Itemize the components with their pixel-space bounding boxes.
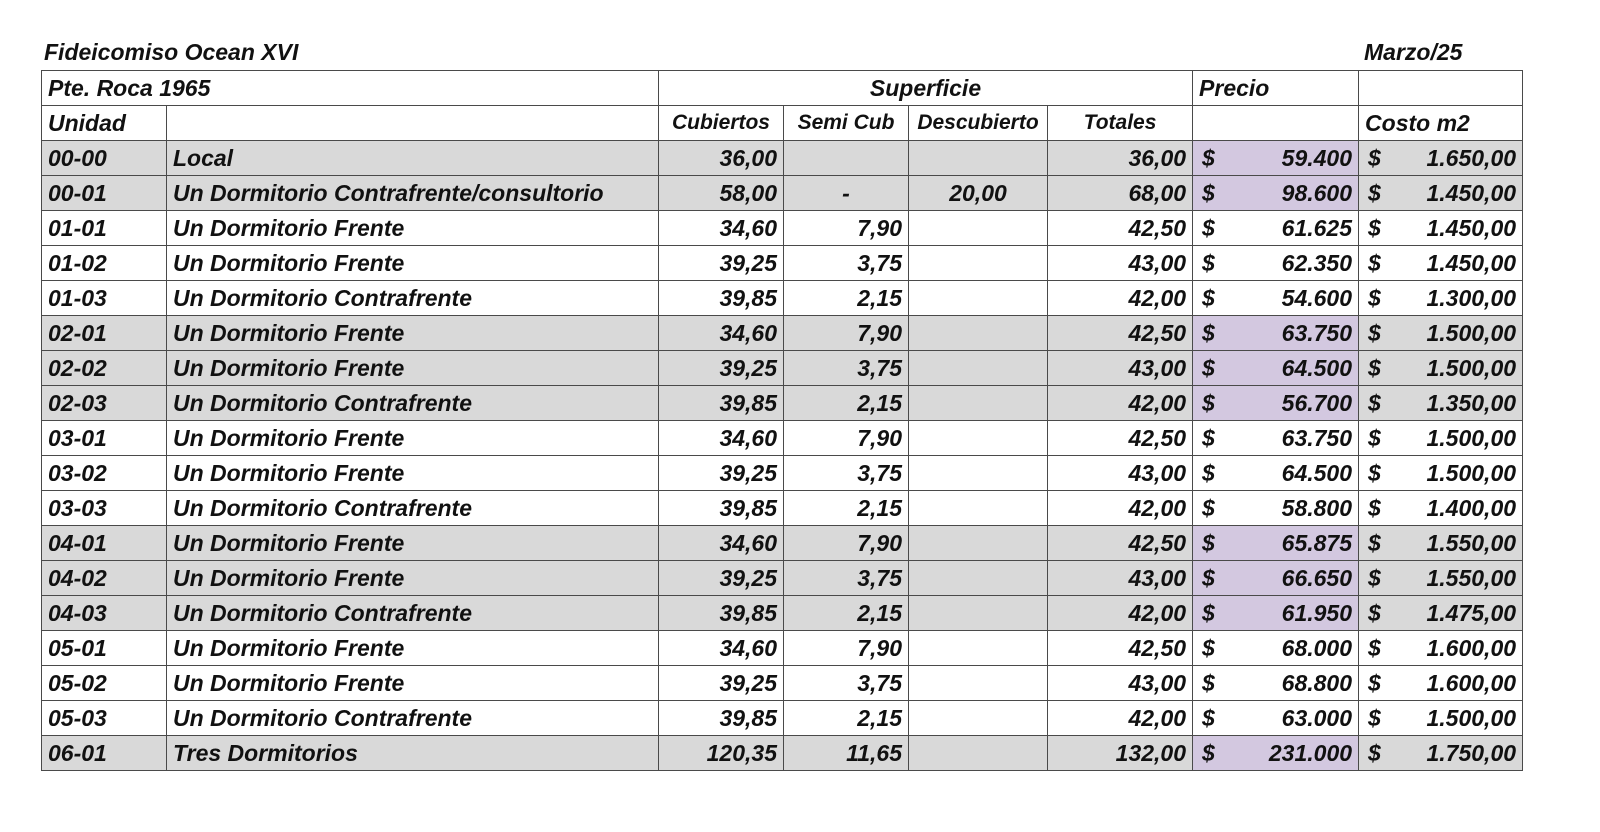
- descripcion-cell: Un Dormitorio Frente: [167, 666, 659, 701]
- precio-value: 231.000: [1268, 740, 1353, 766]
- costo-m2-value: 1.450,00: [1426, 215, 1517, 241]
- descubierto-cell: [909, 491, 1048, 526]
- semi-cub-cell: 3,75: [784, 666, 909, 701]
- totales-cell: 42,50: [1048, 316, 1193, 351]
- currency-symbol: $: [1202, 565, 1215, 591]
- semi-cub-cell: 7,90: [784, 526, 909, 561]
- address-cell: Pte. Roca 1965: [42, 71, 659, 106]
- cubiertos-cell: 120,35: [659, 736, 784, 771]
- semi-cub-header: Semi Cub: [784, 106, 909, 141]
- descubierto-cell: [909, 211, 1048, 246]
- cubiertos-cell: 34,60: [659, 631, 784, 666]
- totales-cell: 43,00: [1048, 351, 1193, 386]
- currency-symbol: $: [1202, 740, 1215, 766]
- totales-cell: 42,50: [1048, 631, 1193, 666]
- table-row: [42, 456, 1523, 491]
- totales-cell: 42,00: [1048, 491, 1193, 526]
- precio-cell: [1193, 701, 1359, 736]
- table-row: [42, 736, 1523, 771]
- cubiertos-cell: 34,60: [659, 421, 784, 456]
- currency-symbol: $: [1368, 145, 1381, 171]
- currency-symbol: $: [1368, 740, 1381, 766]
- precio-value: 61.950: [1281, 600, 1353, 626]
- table-row: [42, 491, 1523, 526]
- costo-m2-cell: [1359, 666, 1523, 701]
- descubierto-cell: [909, 666, 1048, 701]
- precio-cell: [1193, 246, 1359, 281]
- precio-value: 58.800: [1281, 495, 1353, 521]
- table-row: [42, 631, 1523, 666]
- descubierto-cell: [909, 456, 1048, 491]
- costo-m2-value: 1.350,00: [1426, 390, 1517, 416]
- descripcion-cell: Un Dormitorio Contrafrente: [167, 596, 659, 631]
- descripcion-cell: Un Dormitorio Contrafrente: [167, 386, 659, 421]
- currency-symbol: $: [1202, 250, 1215, 276]
- costo-m2-value: 1.500,00: [1426, 320, 1517, 346]
- semi-cub-cell: 7,90: [784, 421, 909, 456]
- costo-m2-cell: [1359, 141, 1523, 176]
- semi-cub-cell: -: [784, 176, 909, 211]
- totales-cell: 43,00: [1048, 456, 1193, 491]
- precio-cell: [1193, 176, 1359, 211]
- price-sheet: [41, 34, 1522, 771]
- costo-m2-value: 1.500,00: [1426, 705, 1517, 731]
- descripcion-cell: Un Dormitorio Frente: [167, 631, 659, 666]
- costo-m2-value: 1.650,00: [1426, 145, 1517, 171]
- semi-cub-cell: [784, 141, 909, 176]
- table-row: [42, 666, 1523, 701]
- costo-m2-value: 1.500,00: [1426, 355, 1517, 381]
- descripcion-cell: Un Dormitorio Frente: [167, 561, 659, 596]
- costo-m2-cell: [1359, 421, 1523, 456]
- table-row: [42, 351, 1523, 386]
- currency-symbol: $: [1368, 565, 1381, 591]
- cubiertos-cell: 39,25: [659, 561, 784, 596]
- descripcion-cell: Local: [167, 141, 659, 176]
- costo-m2-cell: [1359, 456, 1523, 491]
- currency-symbol: $: [1202, 145, 1215, 171]
- descubierto-cell: [909, 316, 1048, 351]
- cubiertos-cell: 34,60: [659, 211, 784, 246]
- unidad-cell: 04-02: [42, 561, 167, 596]
- totales-header: Totales: [1048, 106, 1193, 141]
- currency-symbol: $: [1202, 530, 1215, 556]
- currency-symbol: $: [1368, 530, 1381, 556]
- precio-cell: [1193, 491, 1359, 526]
- header-row-1: [42, 71, 1523, 106]
- costo-m2-cell: [1359, 351, 1523, 386]
- unidad-cell: 03-03: [42, 491, 167, 526]
- precio-value: 66.650: [1281, 565, 1353, 591]
- descripcion-cell: Un Dormitorio Frente: [167, 351, 659, 386]
- costo-m2-value: 1.300,00: [1426, 285, 1517, 311]
- totales-cell: 36,00: [1048, 141, 1193, 176]
- costo-m2-cell: [1359, 631, 1523, 666]
- descubierto-cell: [909, 736, 1048, 771]
- costo-m2-cell: [1359, 561, 1523, 596]
- currency-symbol: $: [1202, 635, 1215, 661]
- costo-m2-value: 1.450,00: [1426, 250, 1517, 276]
- cubiertos-cell: 39,85: [659, 701, 784, 736]
- cubiertos-cell: 39,25: [659, 456, 784, 491]
- unidad-cell: 01-03: [42, 281, 167, 316]
- descubierto-cell: [909, 246, 1048, 281]
- precio-value: 65.875: [1281, 530, 1353, 556]
- currency-symbol: $: [1368, 215, 1381, 241]
- descripcion-cell: Un Dormitorio Frente: [167, 421, 659, 456]
- descripcion-cell: Un Dormitorio Contrafrente: [167, 491, 659, 526]
- table-row: [42, 281, 1523, 316]
- costo-m2-value: 1.600,00: [1426, 635, 1517, 661]
- precio-value: 98.600: [1281, 180, 1353, 206]
- currency-symbol: $: [1368, 320, 1381, 346]
- costo-m2-cell: [1359, 701, 1523, 736]
- semi-cub-cell: 2,15: [784, 596, 909, 631]
- costo-m2-cell: [1359, 526, 1523, 561]
- precio-value: 64.500: [1281, 355, 1353, 381]
- unidad-cell: 01-02: [42, 246, 167, 281]
- currency-symbol: $: [1202, 495, 1215, 521]
- precio-cell: [1193, 316, 1359, 351]
- precio-cell: [1193, 526, 1359, 561]
- totales-cell: 42,00: [1048, 281, 1193, 316]
- currency-symbol: $: [1368, 705, 1381, 731]
- semi-cub-cell: 2,15: [784, 491, 909, 526]
- costo-m2-value: 1.750,00: [1426, 740, 1517, 766]
- descubierto-cell: [909, 631, 1048, 666]
- table-row: [42, 316, 1523, 351]
- totales-cell: 43,00: [1048, 561, 1193, 596]
- currency-symbol: $: [1368, 285, 1381, 311]
- precio-cell: [1193, 386, 1359, 421]
- table-row: [42, 246, 1523, 281]
- costo-m2-value: 1.400,00: [1426, 495, 1517, 521]
- costo-m2-value: 1.475,00: [1426, 600, 1517, 626]
- unidad-cell: 02-02: [42, 351, 167, 386]
- currency-symbol: $: [1368, 670, 1381, 696]
- currency-symbol: $: [1202, 460, 1215, 486]
- descripcion-cell: Un Dormitorio Frente: [167, 211, 659, 246]
- cubiertos-cell: 39,25: [659, 666, 784, 701]
- costo-m2-cell: [1359, 211, 1523, 246]
- costo-m2-cell: [1359, 316, 1523, 351]
- cubiertos-cell: 39,25: [659, 246, 784, 281]
- semi-cub-cell: 2,15: [784, 386, 909, 421]
- descripcion-cell: Un Dormitorio Frente: [167, 526, 659, 561]
- currency-symbol: $: [1202, 215, 1215, 241]
- semi-cub-cell: 2,15: [784, 701, 909, 736]
- totales-cell: 42,50: [1048, 526, 1193, 561]
- descubierto-cell: [909, 526, 1048, 561]
- cubiertos-cell: 39,25: [659, 351, 784, 386]
- costo-m2-cell: [1359, 386, 1523, 421]
- cubiertos-header: Cubiertos: [659, 106, 784, 141]
- descubierto-cell: [909, 701, 1048, 736]
- table-row: [42, 211, 1523, 246]
- unidad-cell: 04-01: [42, 526, 167, 561]
- unidad-cell: 06-01: [42, 736, 167, 771]
- precio-value: 64.500: [1281, 460, 1353, 486]
- unidad-cell: 03-01: [42, 421, 167, 456]
- semi-cub-cell: 11,65: [784, 736, 909, 771]
- precio-cell: [1193, 736, 1359, 771]
- precio-subheader: [1193, 106, 1359, 141]
- costo-m2-value: 1.550,00: [1426, 530, 1517, 556]
- precio-cell: [1193, 281, 1359, 316]
- costo-m2-value: 1.500,00: [1426, 425, 1517, 451]
- costo-m2-cell: [1359, 246, 1523, 281]
- costo-m2-header: Costo m2: [1359, 106, 1523, 141]
- precio-cell: [1193, 351, 1359, 386]
- superficie-header: Superficie: [659, 71, 1193, 106]
- table-row: [42, 526, 1523, 561]
- costo-m2-value: 1.600,00: [1426, 670, 1517, 696]
- totales-cell: 43,00: [1048, 666, 1193, 701]
- currency-symbol: $: [1202, 285, 1215, 311]
- descubierto-cell: [909, 141, 1048, 176]
- precio-cell: [1193, 631, 1359, 666]
- precio-cell: [1193, 456, 1359, 491]
- precio-cell: [1193, 141, 1359, 176]
- unidad-cell: 05-01: [42, 631, 167, 666]
- totales-cell: 42,00: [1048, 701, 1193, 736]
- currency-symbol: $: [1368, 250, 1381, 276]
- units-table: [41, 70, 1523, 771]
- cubiertos-cell: 39,85: [659, 491, 784, 526]
- empty-header-cell: [1359, 71, 1523, 106]
- descripcion-cell: Un Dormitorio Contrafrente: [167, 701, 659, 736]
- costo-m2-cell: [1359, 491, 1523, 526]
- cubiertos-cell: 58,00: [659, 176, 784, 211]
- semi-cub-cell: 3,75: [784, 561, 909, 596]
- totales-cell: 42,50: [1048, 421, 1193, 456]
- precio-value: 54.600: [1281, 285, 1353, 311]
- descripcion-cell: Un Dormitorio Frente: [167, 456, 659, 491]
- unidad-header: Unidad: [42, 106, 167, 141]
- precio-value: 56.700: [1281, 390, 1353, 416]
- descubierto-cell: [909, 596, 1048, 631]
- unidad-cell: 00-01: [42, 176, 167, 211]
- currency-symbol: $: [1368, 390, 1381, 416]
- precio-value: 61.625: [1281, 215, 1353, 241]
- totales-cell: 42,00: [1048, 596, 1193, 631]
- precio-cell: [1193, 596, 1359, 631]
- semi-cub-cell: 7,90: [784, 631, 909, 666]
- unidad-cell: 01-01: [42, 211, 167, 246]
- totales-cell: 43,00: [1048, 246, 1193, 281]
- descripcion-header: [167, 106, 659, 141]
- precio-value: 68.800: [1281, 670, 1353, 696]
- semi-cub-cell: 3,75: [784, 456, 909, 491]
- precio-header: Precio: [1193, 71, 1359, 106]
- unidad-cell: 05-03: [42, 701, 167, 736]
- precio-value: 63.750: [1281, 320, 1353, 346]
- precio-value: 63.750: [1281, 425, 1353, 451]
- descripcion-cell: Un Dormitorio Contrafrente: [167, 281, 659, 316]
- descubierto-cell: [909, 281, 1048, 316]
- currency-symbol: $: [1368, 600, 1381, 626]
- cubiertos-cell: 39,85: [659, 386, 784, 421]
- descubierto-cell: [909, 561, 1048, 596]
- descubierto-cell: [909, 421, 1048, 456]
- currency-symbol: $: [1202, 390, 1215, 416]
- costo-m2-value: 1.450,00: [1426, 180, 1517, 206]
- currency-symbol: $: [1368, 635, 1381, 661]
- currency-symbol: $: [1368, 355, 1381, 381]
- costo-m2-value: 1.500,00: [1426, 460, 1517, 486]
- descripcion-cell: Un Dormitorio Contrafrente/consultorio: [167, 176, 659, 211]
- unidad-cell: 02-01: [42, 316, 167, 351]
- totales-cell: 68,00: [1048, 176, 1193, 211]
- totales-cell: 42,50: [1048, 211, 1193, 246]
- unidad-cell: 04-03: [42, 596, 167, 631]
- semi-cub-cell: 7,90: [784, 211, 909, 246]
- descripcion-cell: Tres Dormitorios: [167, 736, 659, 771]
- descripcion-cell: Un Dormitorio Frente: [167, 316, 659, 351]
- semi-cub-cell: 3,75: [784, 246, 909, 281]
- precio-cell: [1193, 561, 1359, 596]
- unidad-cell: 00-00: [42, 141, 167, 176]
- descubierto-cell: [909, 386, 1048, 421]
- descubierto-cell: 20,00: [909, 176, 1048, 211]
- header-row-2: [42, 106, 1523, 141]
- precio-cell: [1193, 211, 1359, 246]
- costo-m2-cell: [1359, 596, 1523, 631]
- precio-value: 59.400: [1281, 145, 1353, 171]
- unidad-cell: 02-03: [42, 386, 167, 421]
- currency-symbol: $: [1368, 425, 1381, 451]
- semi-cub-cell: 2,15: [784, 281, 909, 316]
- precio-cell: [1193, 421, 1359, 456]
- descripcion-cell: Un Dormitorio Frente: [167, 246, 659, 281]
- table-row: [42, 596, 1523, 631]
- title-row: [41, 34, 1522, 70]
- totales-cell: 42,00: [1048, 386, 1193, 421]
- table-row: [42, 701, 1523, 736]
- table-row: [42, 176, 1523, 211]
- totales-cell: 132,00: [1048, 736, 1193, 771]
- table-row: [42, 421, 1523, 456]
- document-date: Marzo/25: [1364, 39, 1463, 65]
- semi-cub-cell: 3,75: [784, 351, 909, 386]
- cubiertos-cell: 39,85: [659, 281, 784, 316]
- currency-symbol: $: [1202, 355, 1215, 381]
- currency-symbol: $: [1202, 425, 1215, 451]
- costo-m2-cell: [1359, 281, 1523, 316]
- costo-m2-cell: [1359, 176, 1523, 211]
- currency-symbol: $: [1202, 705, 1215, 731]
- precio-value: 63.000: [1281, 705, 1353, 731]
- precio-value: 68.000: [1281, 635, 1353, 661]
- currency-symbol: $: [1368, 495, 1381, 521]
- cubiertos-cell: 36,00: [659, 141, 784, 176]
- cubiertos-cell: 34,60: [659, 526, 784, 561]
- currency-symbol: $: [1202, 670, 1215, 696]
- currency-symbol: $: [1202, 320, 1215, 346]
- currency-symbol: $: [1202, 600, 1215, 626]
- costo-m2-cell: [1359, 736, 1523, 771]
- currency-symbol: $: [1202, 180, 1215, 206]
- table-row: [42, 386, 1523, 421]
- document-title: Fideicomiso Ocean XVI: [44, 39, 299, 65]
- precio-value: 62.350: [1281, 250, 1353, 276]
- descubierto-header: Descubierto: [909, 106, 1048, 141]
- descubierto-cell: [909, 351, 1048, 386]
- cubiertos-cell: 39,85: [659, 596, 784, 631]
- costo-m2-value: 1.550,00: [1426, 565, 1517, 591]
- currency-symbol: $: [1368, 180, 1381, 206]
- table-row: [42, 561, 1523, 596]
- precio-cell: [1193, 666, 1359, 701]
- currency-symbol: $: [1368, 460, 1381, 486]
- semi-cub-cell: 7,90: [784, 316, 909, 351]
- unidad-cell: 05-02: [42, 666, 167, 701]
- unidad-cell: 03-02: [42, 456, 167, 491]
- cubiertos-cell: 34,60: [659, 316, 784, 351]
- table-row: [42, 141, 1523, 176]
